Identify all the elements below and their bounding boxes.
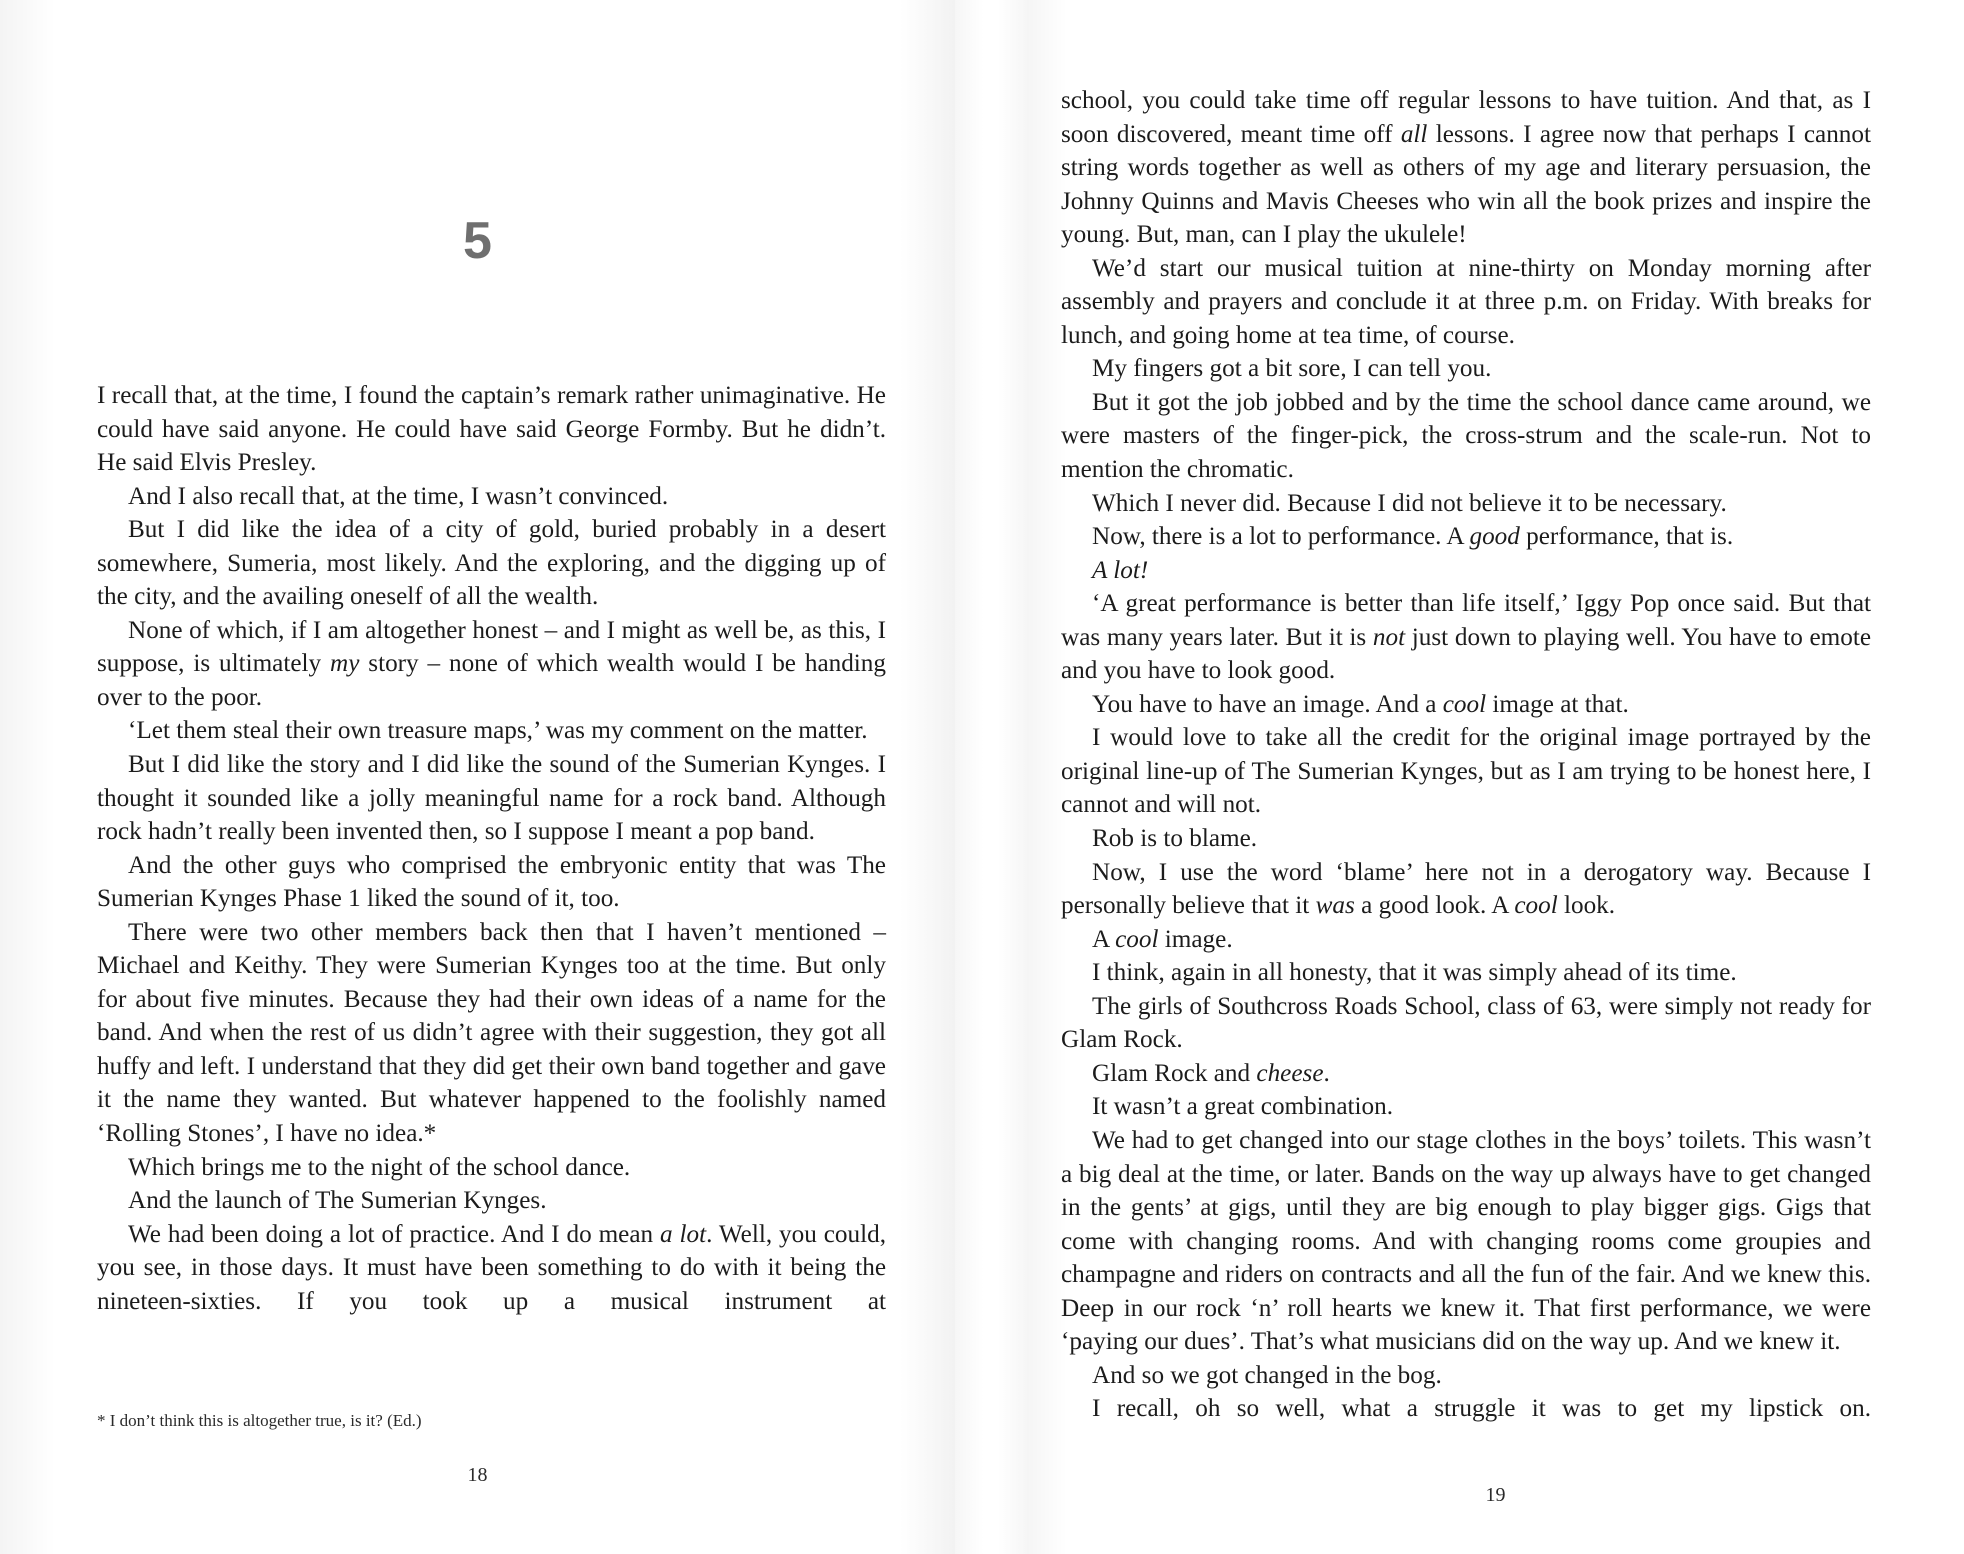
text-run: And the other guys who comprised the embryonic entity that was The Sumerian Kynges Phase 1 liked the sound of it, too. (97, 851, 886, 913)
italic-text: cool (1115, 925, 1159, 953)
text-run: lessons. I agree now that perhaps I cannot string words together as well as others of my age and literary persuasion, the Johnny Quinns and Mavis Cheeses who win all the book prizes and inspire the young. But, man, can I play the ukulele! (1061, 120, 1871, 249)
paragraph (1061, 1359, 1871, 1393)
paragraph (97, 480, 886, 514)
text-run: performance, that is. (1519, 523, 1734, 551)
paragraph (97, 614, 886, 715)
text-run: a good look. A (1354, 892, 1515, 920)
paragraph (97, 1151, 886, 1185)
paragraph (1061, 252, 1871, 353)
paragraph (97, 748, 886, 849)
paragraph (1061, 554, 1871, 588)
paragraph (1061, 923, 1871, 957)
italic-text: cool (1514, 892, 1558, 920)
italic-text: A lot! (1092, 556, 1149, 584)
paragraph (97, 714, 886, 748)
paragraph (1061, 822, 1871, 856)
paragraph (1061, 688, 1871, 722)
paragraph (1061, 856, 1871, 923)
text-run: I recall, oh so well, what a struggle it was to get my lipstick on. (1092, 1395, 1871, 1423)
text-run: Which I never did. Because I did not believe it to be necessary. (1092, 489, 1727, 517)
text-run: We’d start our musical tuition at nine-thirty on Monday morning after assembly and prayers and conclude it at three p.m. on Friday. With breaks for lunch, and going home at tea time, of course. (1061, 254, 1871, 349)
text-run: It wasn’t a great combination. (1092, 1093, 1393, 1121)
chapter-number: 5 (463, 212, 492, 270)
text-run: I think, again in all honesty, that it was simply ahead of its time. (1092, 959, 1737, 987)
text-run: look. (1557, 892, 1616, 920)
paragraph (1061, 721, 1871, 822)
page-number-right: 19 (1485, 1484, 1506, 1506)
text-run: . Well, you could, you see, in those days. It must have been something to do with it being the nineteen-sixties. If you took up a musical instrument at (97, 1220, 887, 1315)
right-page-body (1061, 84, 1871, 1426)
paragraph (97, 379, 886, 480)
text-run: And the launch of The Sumerian Kynges. (128, 1187, 547, 1215)
page-number-left: 18 (467, 1464, 488, 1486)
text-run: A (1092, 925, 1116, 953)
text-run: Now, there is a lot to performance. A (1092, 523, 1470, 551)
text-run: And I also recall that, at the time, I wasn’t convinced. (128, 482, 669, 510)
book-gutter (955, 0, 1027, 1554)
text-run: But I did like the idea of a city of gold, buried probably in a desert somewhere, Sumeria, most likely. And the exploring, and the digging up of the city, and the availing oneself of all the wealth. (97, 516, 886, 611)
paragraph (1061, 1057, 1871, 1091)
text-run: school, you could take time off regular lessons to have tuition. And that, as I soon discovered, meant time off (1061, 87, 1871, 148)
text-run: You have to have an image. And a (1092, 690, 1443, 718)
text-run: Which brings me to the night of the school dance. (128, 1153, 631, 1181)
text-run: . (1323, 1059, 1330, 1087)
text-run: We had been doing a lot of practice. And I do mean (128, 1220, 661, 1248)
paragraph (1061, 1392, 1871, 1426)
italic-text: a lot (660, 1220, 707, 1248)
text-run: I would love to take all the credit for the original image portrayed by the original line-up of The Sumerian Kynges, but as I am trying to be honest here, I cannot and will not. (1061, 724, 1871, 819)
right-page (1027, 0, 1964, 1554)
italic-text: cool (1442, 690, 1487, 718)
text-run: But I did like the story and I did like the sound of the Sumerian Kynges. I thought it sounded like a jolly meaningful name for a rock band. Although rock hadn’t really been invented then, so I suppose I meant a pop band. (97, 751, 886, 846)
paragraph (1061, 84, 1871, 252)
paragraph (1061, 1124, 1871, 1359)
text-run: The girls of Southcross Roads School, class of 63, were simply not ready for Glam Rock. (1061, 992, 1871, 1054)
italic-text: my (330, 650, 360, 678)
text-run: image at that. (1486, 690, 1629, 718)
paragraph (1061, 990, 1871, 1057)
text-run: story – none of which wealth would I be handing over to the poor. (97, 650, 886, 711)
paragraph (97, 1218, 886, 1319)
text-run: image. (1158, 925, 1233, 953)
text-run: ‘A great performance is better than life itself,’ Iggy Pop once said. But that was many years later. But it is (1061, 590, 1871, 651)
italic-text: all (1400, 120, 1428, 148)
text-run: I recall that, at the time, I found the captain’s remark rather unimaginative. He could have said anyone. He could have said George Formby. But he didn’t. He said Elvis Presley. (97, 382, 886, 477)
italic-text: was (1315, 892, 1355, 920)
paragraph (1061, 487, 1871, 521)
paragraph (97, 1184, 886, 1218)
paragraph (1061, 587, 1871, 688)
text-run: None of which, if I am altogether honest – and I might as well be, as this, I suppose, is ultimately (97, 616, 886, 678)
text-run: ‘Let them steal their own treasure maps,’ was my comment on the matter. (128, 717, 868, 745)
paragraph (97, 916, 886, 1151)
paragraph (97, 849, 886, 916)
paragraph (1061, 386, 1871, 487)
text-run: just down to playing well. You have to emote and you have to look good. (1061, 623, 1872, 685)
paragraph (97, 513, 886, 614)
text-run: Rob is to blame. (1092, 825, 1258, 853)
footnote: * I don’t think this is altogether true, is it? (Ed.) (97, 1411, 422, 1430)
left-page-body (97, 379, 886, 1318)
left-page (0, 0, 955, 1554)
text-run: My fingers got a bit sore, I can tell you. (1092, 355, 1492, 383)
text-run: Now, I use the word ‘blame’ here not in a derogatory way. Because I personally believe that it (1061, 858, 1871, 920)
paragraph (1061, 352, 1871, 386)
text-run: There were two other members back then that I haven’t mentioned – Michael and Keithy. They were Sumerian Kynges too at the time. But only for about five minutes. Because they had their own ideas of a name for the band. And when the rest of us didn’t agree with their suggestion, they got all huffy and left. I understand that they did get their own band together and gave it the name they wanted. But whatever happened to the foolishly named ‘Rolling Stones’, I have no idea.* (97, 918, 886, 1148)
text-run: But it got the job jobbed and by the time the school dance came around, we were masters of the finger-pick, the cross-strum and the scale-run. Not to mention the chromatic. (1061, 388, 1871, 484)
text-run: We had to get changed into our stage clothes in the boys’ toilets. This wasn’t a big deal at the time, or later. Bands on the way up always have to get changed in the gents’ at gigs, until they are big enough to play bigger gigs. Gigs that come with changing rooms. And with changing rooms come groupies and champagne and riders on contracts and all the fun of the fair. And we knew this. Deep in our rock ‘n’ roll hearts we knew it. That first performance, we were ‘paying our dues’. That’s what musicians did on the way up. And we knew it. (1061, 1126, 1871, 1356)
italic-text: not (1372, 623, 1406, 651)
text-run: And so we got changed in the bog. (1092, 1361, 1442, 1389)
paragraph (1061, 956, 1871, 990)
italic-text: cheese (1256, 1059, 1324, 1087)
italic-text: good (1469, 523, 1520, 551)
paragraph (1061, 1090, 1871, 1124)
text-run: Glam Rock and (1092, 1059, 1257, 1087)
paragraph (1061, 520, 1871, 554)
